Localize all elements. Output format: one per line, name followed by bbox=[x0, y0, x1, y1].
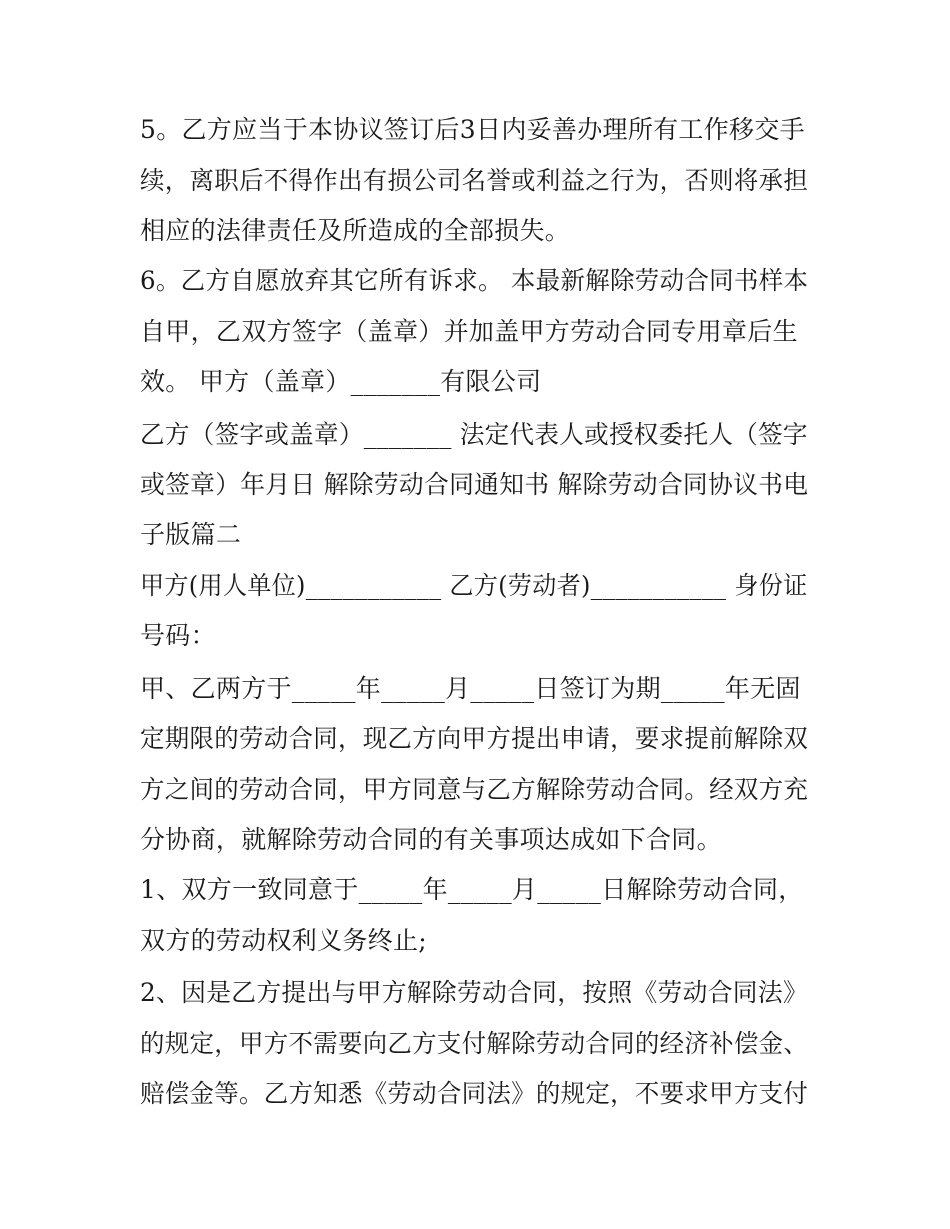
text-line: 赔偿金等。乙方知悉《劳动合同法》的规定，不要求甲方支付 bbox=[140, 1079, 809, 1108]
text-line: 效。 甲方（盖章）_______有限公司 bbox=[140, 367, 542, 396]
text-line: 子版篇二 bbox=[140, 520, 242, 549]
text-line: 定期限的劳动合同，现乙方向甲方提出申请，要求提前解除双 bbox=[140, 724, 809, 753]
text-line: 的规定，甲方不需要向乙方支付解除劳动合同的经济补偿金、 bbox=[140, 1029, 809, 1058]
text-line: 甲方(用人单位)___________ 乙方(劳动者)___________ 身份证 bbox=[140, 571, 808, 600]
text-line: 或签章）年月日 解除劳动合同通知书 解除劳动合同协议书电 bbox=[140, 470, 809, 499]
text-line: 相应的法律责任及所造成的全部损失。 bbox=[140, 216, 571, 245]
text-line: 乙方（签字或盖章）_______ 法定代表人或授权委托人（签字 bbox=[140, 420, 808, 449]
text-line: 甲、乙两方于_____年_____月_____日签订为期_____年无固 bbox=[140, 674, 801, 703]
text-line: 方之间的劳动合同，甲方同意与乙方解除劳动合同。经双方充 bbox=[140, 775, 809, 804]
text-line: 6。乙方自愿放弃其它所有诉求。 本最新解除劳动合同书样本 bbox=[140, 266, 809, 295]
text-line: 1、双方一致同意于_____年_____月_____日解除劳动合同， bbox=[140, 875, 804, 904]
text-line: 续，离职后不得作出有损公司名誉或利益之行为，否则将承担 bbox=[140, 166, 809, 195]
text-line: 5。乙方应当于本协议签订后3日内妥善办理所有工作移交手 bbox=[140, 115, 805, 144]
text-line: 自甲，乙双方签字（盖章）并加盖甲方劳动合同专用章后生 bbox=[140, 317, 798, 346]
text-line: 2、因是乙方提出与甲方解除劳动合同，按照《劳动合同法》 bbox=[140, 978, 809, 1007]
text-line: 双方的劳动权利义务终止; bbox=[140, 926, 428, 955]
text-line: 分协商，就解除劳动合同的有关事项达成如下合同。 bbox=[140, 825, 722, 854]
text-line: 号码： bbox=[140, 621, 216, 650]
